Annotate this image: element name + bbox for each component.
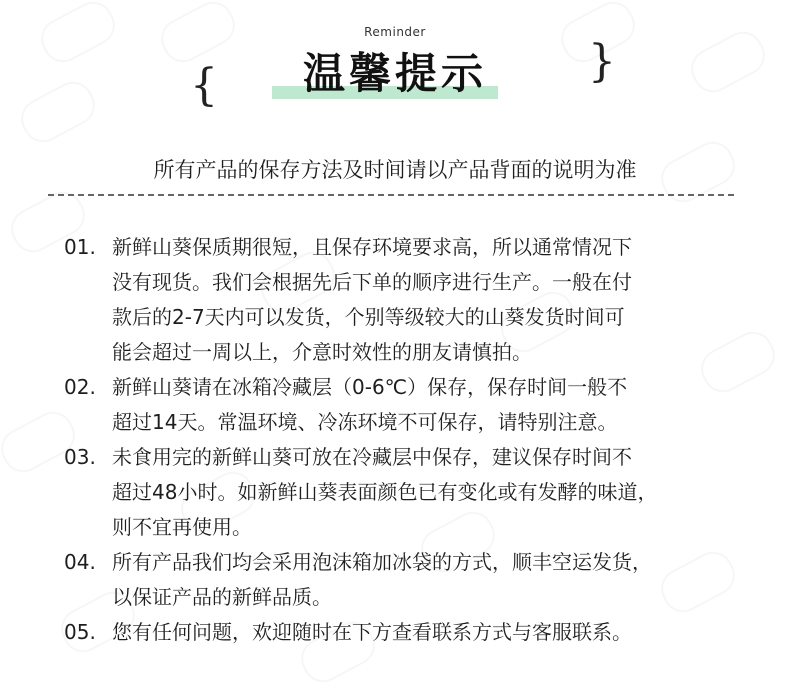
notice-number: 04.	[64, 550, 96, 574]
notice-text	[112, 615, 744, 650]
notice-text	[112, 545, 744, 615]
notice-item	[64, 230, 744, 370]
notice-text	[112, 440, 744, 545]
notice-line: 没有现货。我们会根据先后下单的顺序进行生产。一般在付	[112, 270, 632, 294]
subtitle: 所有产品的保存方法及时间请以产品背面的说明为准	[153, 158, 637, 182]
right-brace: }	[588, 36, 616, 87]
dashed-divider	[48, 194, 734, 196]
reminder-eyebrow: Reminder	[364, 25, 426, 39]
notice-item	[64, 545, 744, 615]
notice-number: 02.	[64, 375, 96, 399]
notice-item	[64, 615, 744, 650]
notice-line: 款后的2-7天内可以发货，个别等级较大的山葵发货时间可	[112, 305, 625, 329]
notice-line: 新鲜山葵请在冰箱冷藏层（0-6℃）保存，保存时间一般不	[112, 375, 628, 399]
notice-number: 05.	[64, 620, 96, 644]
notice-list	[64, 230, 744, 650]
title-wrap	[0, 48, 790, 100]
notice-line: 新鲜山葵保质期很短，且保存环境要求高，所以通常情况下	[112, 235, 632, 259]
notice-line: 能会超过一周以上，介意时效性的朋友请慎拍。	[112, 340, 532, 364]
notice-line: 您有任何问题，欢迎随时在下方查看联系方式与客服联系。	[112, 620, 632, 644]
notice-line: 超过48小时。如新鲜山葵表面颜色已有变化或有发酵的味道，	[112, 480, 658, 504]
notice-text	[112, 370, 744, 440]
notice-number: 03.	[64, 445, 96, 469]
notice-item	[64, 440, 744, 545]
left-brace: {	[190, 60, 218, 111]
notice-line: 未食用完的新鲜山葵可放在冷藏层中保存，建议保存时间不	[112, 445, 632, 469]
page-title: 温馨提示	[302, 49, 487, 98]
notice-line: 则不宜再使用。	[112, 515, 252, 539]
notice-line: 所有产品我们均会采用泡沫箱加冰袋的方式，顺丰空运发货，	[112, 550, 652, 574]
notice-number: 01.	[64, 235, 96, 259]
notice-text	[112, 230, 744, 370]
notice-line: 以保证产品的新鲜品质。	[112, 585, 332, 609]
notice-item	[64, 370, 744, 440]
notice-line: 超过14天。常温环境、冷冻环境不可保存，请特别注意。	[112, 410, 618, 434]
